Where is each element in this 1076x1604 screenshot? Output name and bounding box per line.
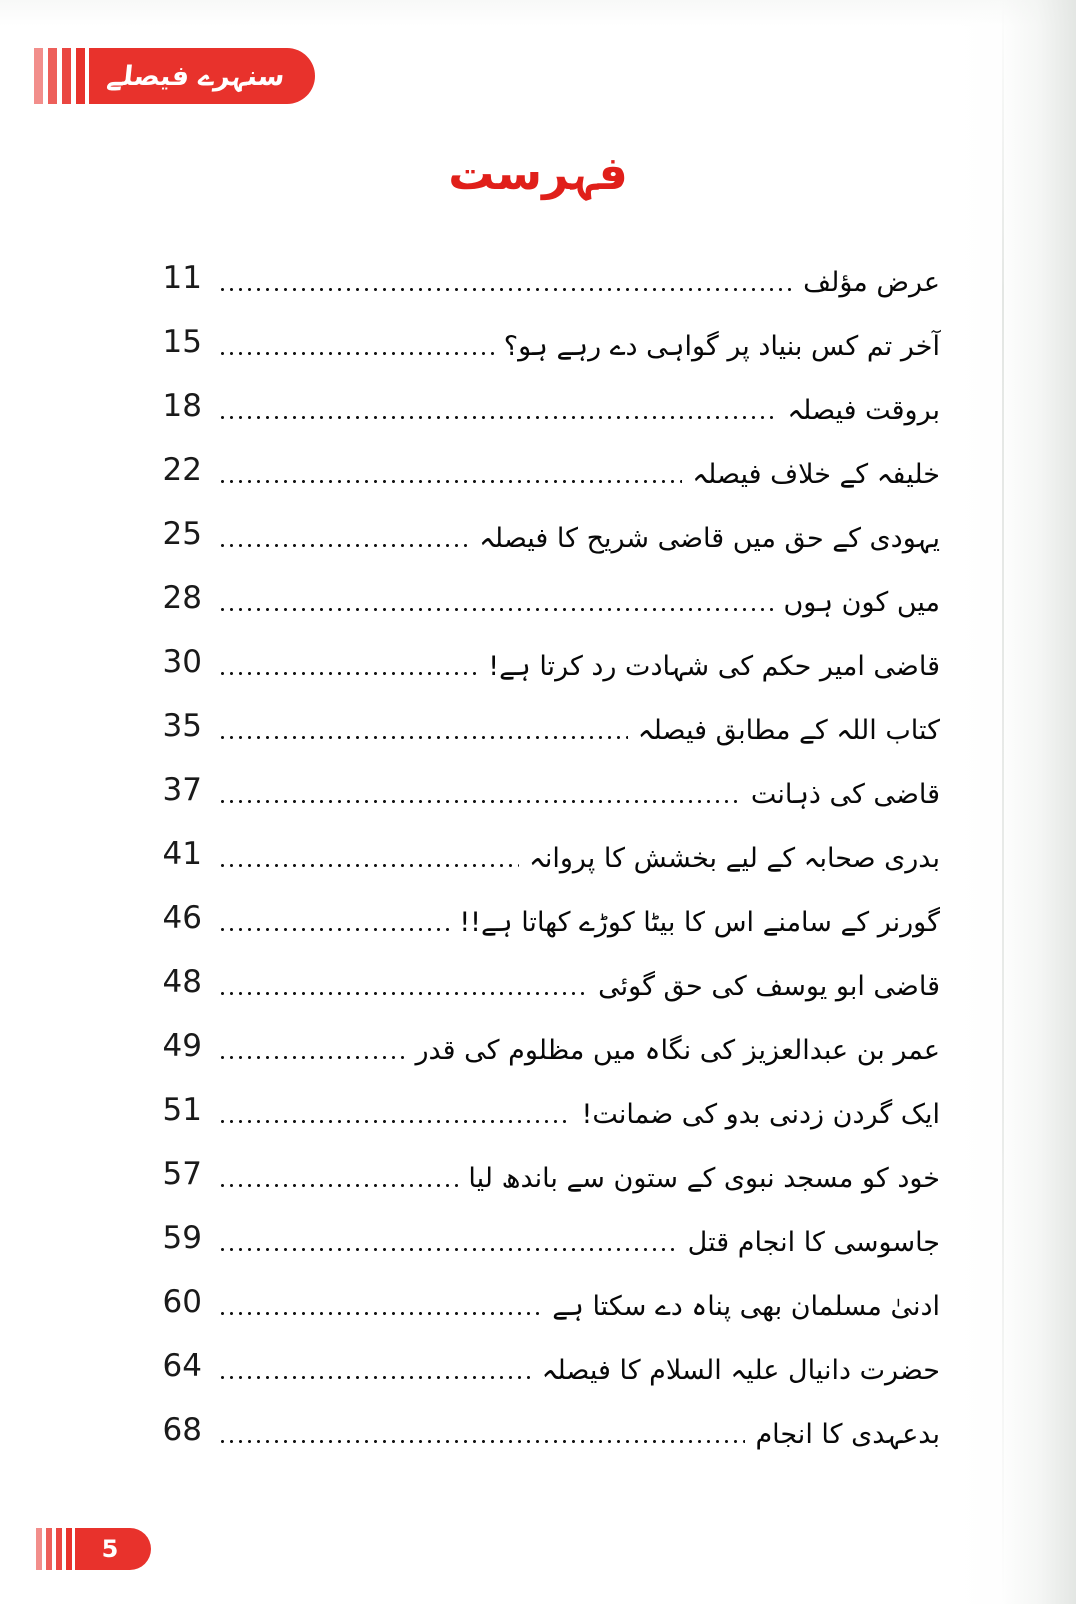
toc-page-number: 22 bbox=[162, 452, 202, 488]
toc-dot-leader bbox=[218, 1106, 572, 1130]
toc-row[interactable] bbox=[140, 1324, 940, 1388]
toc-page-number: 25 bbox=[162, 516, 202, 552]
toc-page-number: 48 bbox=[162, 964, 202, 1000]
toc-dot-leader bbox=[218, 466, 682, 490]
toc-entry-title: خلیفہ کے خلاف فیصلہ bbox=[692, 458, 940, 490]
toc-row[interactable] bbox=[140, 364, 940, 428]
toc-row[interactable] bbox=[140, 940, 940, 1004]
toc-page-number: 64 bbox=[162, 1348, 202, 1384]
toc-page-number: 37 bbox=[162, 772, 202, 808]
toc-dot-leader bbox=[218, 850, 519, 874]
toc-row[interactable] bbox=[140, 812, 940, 876]
footer-badge-body bbox=[75, 1528, 151, 1570]
toc-entry-title: بدری صحابہ کے لیے بخشش کا پروانہ bbox=[529, 842, 940, 874]
toc-dot-leader bbox=[218, 530, 469, 554]
toc-page-number: 60 bbox=[162, 1284, 202, 1320]
toc-dot-leader bbox=[218, 786, 741, 810]
toc-entry-title: قاضی امیر حکم کی شہادت رد کرتا ہے! bbox=[488, 650, 940, 682]
toc-dot-leader bbox=[218, 1362, 532, 1386]
toc-page-number: 18 bbox=[162, 388, 202, 424]
toc-entry-title: قاضی کی ذہانت bbox=[750, 778, 940, 810]
toc-row[interactable] bbox=[140, 1260, 940, 1324]
toc-page-number: 59 bbox=[162, 1220, 202, 1256]
toc-row[interactable] bbox=[140, 236, 940, 300]
toc-dot-leader bbox=[218, 1170, 458, 1194]
toc-page-number: 11 bbox=[162, 260, 202, 296]
toc-dot-leader bbox=[218, 1234, 678, 1258]
footer-stripe-bars bbox=[36, 1528, 72, 1570]
toc-row[interactable] bbox=[140, 1388, 940, 1452]
toc-entry-title: عرض مؤلف bbox=[803, 266, 940, 298]
toc-entry-title: میں کون ہوں bbox=[783, 586, 940, 618]
toc-page-number: 28 bbox=[162, 580, 202, 616]
toc-row[interactable] bbox=[140, 1196, 940, 1260]
toc-row[interactable] bbox=[140, 1132, 940, 1196]
toc-page-number: 68 bbox=[162, 1412, 202, 1448]
page-number-label: 5 bbox=[101, 1535, 119, 1563]
toc-dot-leader bbox=[218, 658, 478, 682]
toc-page-number: 51 bbox=[162, 1092, 202, 1128]
toc-row[interactable] bbox=[140, 492, 940, 556]
toc-entry-title: بدعہدی کا انجام bbox=[755, 1418, 940, 1450]
toc-row[interactable] bbox=[140, 556, 940, 620]
page-title: فہرست bbox=[448, 146, 628, 200]
toc-dot-leader bbox=[218, 402, 777, 426]
scan-shadow-top bbox=[0, 0, 1076, 26]
toc-page-number: 57 bbox=[162, 1156, 202, 1192]
toc-entry-title: حضرت دانیال علیہ السلام کا فیصلہ bbox=[541, 1354, 940, 1386]
toc-entry-title: ادنیٰ مسلمان بھی پناہ دے سکتا ہے bbox=[552, 1290, 940, 1322]
toc-dot-leader bbox=[218, 594, 773, 618]
running-header-badge bbox=[34, 48, 315, 104]
toc-entry-title: خود کو مسجد نبوی کے ستون سے باندھ لیا bbox=[468, 1162, 940, 1194]
toc-dot-leader bbox=[218, 338, 494, 362]
scan-page-curl-seam bbox=[1002, 0, 1004, 1604]
toc-row[interactable] bbox=[140, 1004, 940, 1068]
toc-dot-leader bbox=[218, 1298, 542, 1322]
toc-entry-title: گورنر کے سامنے اس کا بیٹا کوڑے کھاتا ہے!! bbox=[459, 906, 940, 938]
footer-page-number-badge bbox=[36, 1528, 151, 1570]
toc-entry-title: جاسوسی کا انجام قتل bbox=[687, 1226, 940, 1258]
toc-row[interactable] bbox=[140, 428, 940, 492]
toc-dot-leader bbox=[218, 914, 449, 938]
toc-dot-leader bbox=[218, 978, 588, 1002]
toc-dot-leader bbox=[218, 1426, 745, 1450]
toc-row[interactable] bbox=[140, 300, 940, 364]
scan-shadow-right bbox=[956, 0, 1076, 1604]
toc-entry-title: کتاب اللہ کے مطابق فیصلہ bbox=[637, 714, 940, 746]
toc-page-number: 30 bbox=[162, 644, 202, 680]
toc-entry-title: عمر بن عبدالعزیز کی نگاہ میں مظلوم کی قدر bbox=[415, 1034, 940, 1066]
table-of-contents bbox=[140, 236, 940, 1452]
toc-entry-title: آخر تم کس بنیاد پر گواہی دے رہے ہو؟ bbox=[503, 330, 940, 362]
toc-dot-leader bbox=[218, 1042, 405, 1066]
toc-row[interactable] bbox=[140, 684, 940, 748]
toc-page-number: 41 bbox=[162, 836, 202, 872]
toc-entry-title: یہودی کے حق میں قاضی شریح کا فیصلہ bbox=[479, 522, 940, 554]
header-badge-body bbox=[89, 48, 315, 104]
toc-entry-title: قاضی ابو یوسف کی حق گوئی bbox=[598, 970, 940, 1002]
toc-row[interactable] bbox=[140, 748, 940, 812]
toc-page-number: 49 bbox=[162, 1028, 202, 1064]
toc-dot-leader bbox=[218, 722, 628, 746]
toc-page-number: 35 bbox=[162, 708, 202, 744]
toc-entry-title: ایک گردن زدنی بدو کی ضمانت! bbox=[581, 1098, 940, 1130]
toc-row[interactable] bbox=[140, 620, 940, 684]
toc-entry-title: بروقت فیصلہ bbox=[787, 394, 940, 426]
toc-dot-leader bbox=[218, 274, 793, 298]
toc-row[interactable] bbox=[140, 1068, 940, 1132]
toc-page-number: 15 bbox=[162, 324, 202, 360]
toc-page-number: 46 bbox=[162, 900, 202, 936]
book-title-label: سنہرے فیصلے bbox=[105, 60, 287, 92]
toc-row[interactable] bbox=[140, 876, 940, 940]
header-stripe-bars bbox=[34, 48, 85, 104]
